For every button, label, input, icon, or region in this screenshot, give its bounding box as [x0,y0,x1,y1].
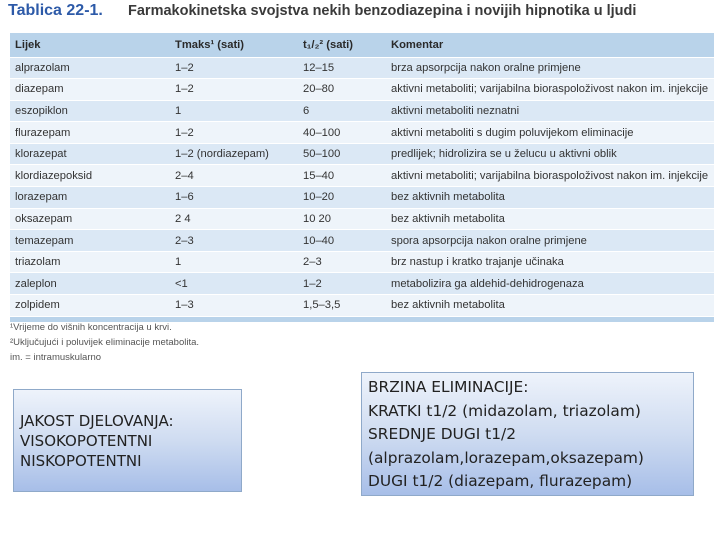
potency-box [13,389,242,492]
elimination-medium-drugs: (alprazolam,lorazepam,oksazepam) [368,448,644,467]
cell-thalf: 10 20 [298,208,386,230]
cell-thalf: 1,5–3,5 [298,295,386,317]
footnote-2: ²Uključujući i poluvijek eliminacije metabolita. [10,337,200,348]
cell-thalf: 40–100 [298,122,386,144]
potency-low: NISKOPOTENTNI [20,451,142,470]
cell-tmaks: 2–4 [170,165,298,187]
cell-thalf: 50–100 [298,143,386,165]
pharmacokinetics-table [10,33,714,322]
table-row [10,273,714,295]
cell-lijek: flurazepam [10,122,170,144]
table-number: Tablica 22-1. [8,2,103,19]
cell-tmaks: 1–2 [170,79,298,101]
cell-tmaks: 2–3 [170,230,298,252]
cell-lijek: diazepam [10,79,170,101]
cell-thalf: 15–40 [298,165,386,187]
cell-thalf: 6 [298,100,386,122]
cell-komentar: bez aktivnih metabolita [386,295,714,317]
elimination-long: DUGI t1/2 (diazepam, flurazepam) [368,472,633,490]
elimination-heading: BRZINA ELIMINACIJE: [368,378,529,396]
cell-lijek: eszopiklon [10,100,170,122]
table-row [10,295,714,317]
potency-heading: JAKOST DJELOVANJA: [20,411,174,430]
table-row [10,79,714,101]
table-caption [8,2,712,26]
cell-tmaks: 1–2 [170,122,298,144]
cell-thalf: 12–15 [298,57,386,79]
cell-lijek: lorazepam [10,187,170,209]
column-header-thalf: t₁/₂² (sati) [298,33,386,57]
cell-tmaks: 1–6 [170,187,298,209]
cell-lijek: alprazolam [10,57,170,79]
table-row [10,208,714,230]
column-header-lijek: Lijek [10,33,170,57]
cell-komentar: bez aktivnih metabolita [386,208,714,230]
table-row [10,143,714,165]
cell-tmaks: 1 [170,100,298,122]
cell-tmaks: 1–2 (nordiazepam) [170,143,298,165]
cell-komentar: metabolizira ga aldehid-dehidrogenaza [386,273,714,295]
cell-tmaks: 1 [170,251,298,273]
table-row [10,251,714,273]
elimination-box [361,372,694,496]
elimination-medium: SREDNJE DUGI t1/2 [368,425,516,443]
column-header-komentar: Komentar [386,33,714,57]
cell-komentar: spora apsorpcija nakon oralne primjene [386,230,714,252]
cell-thalf: 10–40 [298,230,386,252]
cell-komentar: aktivni metaboliti; varijabilna bioraspoloživost nakon im. injekcije [386,79,714,101]
table-title: Farmakokinetska svojstva nekih benzodiazepina i novijih hipnotika u ljudi [128,3,637,19]
cell-komentar: aktivni metaboliti s dugim poluvijekom eliminacije [386,122,714,144]
cell-komentar: aktivni metaboliti; varijabilna bioraspoloživost nakon im. injekcije [386,165,714,187]
cell-thalf: 10–20 [298,187,386,209]
cell-tmaks: 1–2 [170,57,298,79]
cell-lijek: zaleplon [10,273,170,295]
cell-komentar: brza apsorpcija nakon oralne primjene [386,57,714,79]
cell-thalf: 2–3 [298,251,386,273]
cell-lijek: klorazepat [10,143,170,165]
cell-komentar: aktivni metaboliti neznatni [386,100,714,122]
table-row [10,187,714,209]
column-header-tmaks: Tmaks¹ (sati) [170,33,298,57]
cell-lijek: zolpidem [10,295,170,317]
cell-komentar: brz nastup i kratko trajanje učinaka [386,251,714,273]
cell-komentar: bez aktivnih metabolita [386,187,714,209]
cell-tmaks: 1–3 [170,295,298,317]
table-row [10,165,714,187]
cell-komentar: predlijek; hidrolizira se u želucu u aktivni oblik [386,143,714,165]
footnote-3: im. = intramuskularno [10,352,102,363]
table-header-row [10,33,714,57]
cell-tmaks: <1 [170,273,298,295]
table-row [10,122,714,144]
cell-lijek: oksazepam [10,208,170,230]
table-row [10,100,714,122]
cell-tmaks: 2 4 [170,208,298,230]
potency-high: VISOKOPOTENTNI [20,431,153,450]
footnote-1: ¹Vrijeme do višnih koncentracija u krvi. [10,322,172,333]
cell-thalf: 1–2 [298,273,386,295]
table-row [10,230,714,252]
cell-lijek: triazolam [10,251,170,273]
cell-lijek: klordiazepoksid [10,165,170,187]
cell-thalf: 20–80 [298,79,386,101]
cell-lijek: temazepam [10,230,170,252]
elimination-short: KRATKI t1/2 (midazolam, triazolam) [368,401,641,420]
table-row [10,57,714,79]
